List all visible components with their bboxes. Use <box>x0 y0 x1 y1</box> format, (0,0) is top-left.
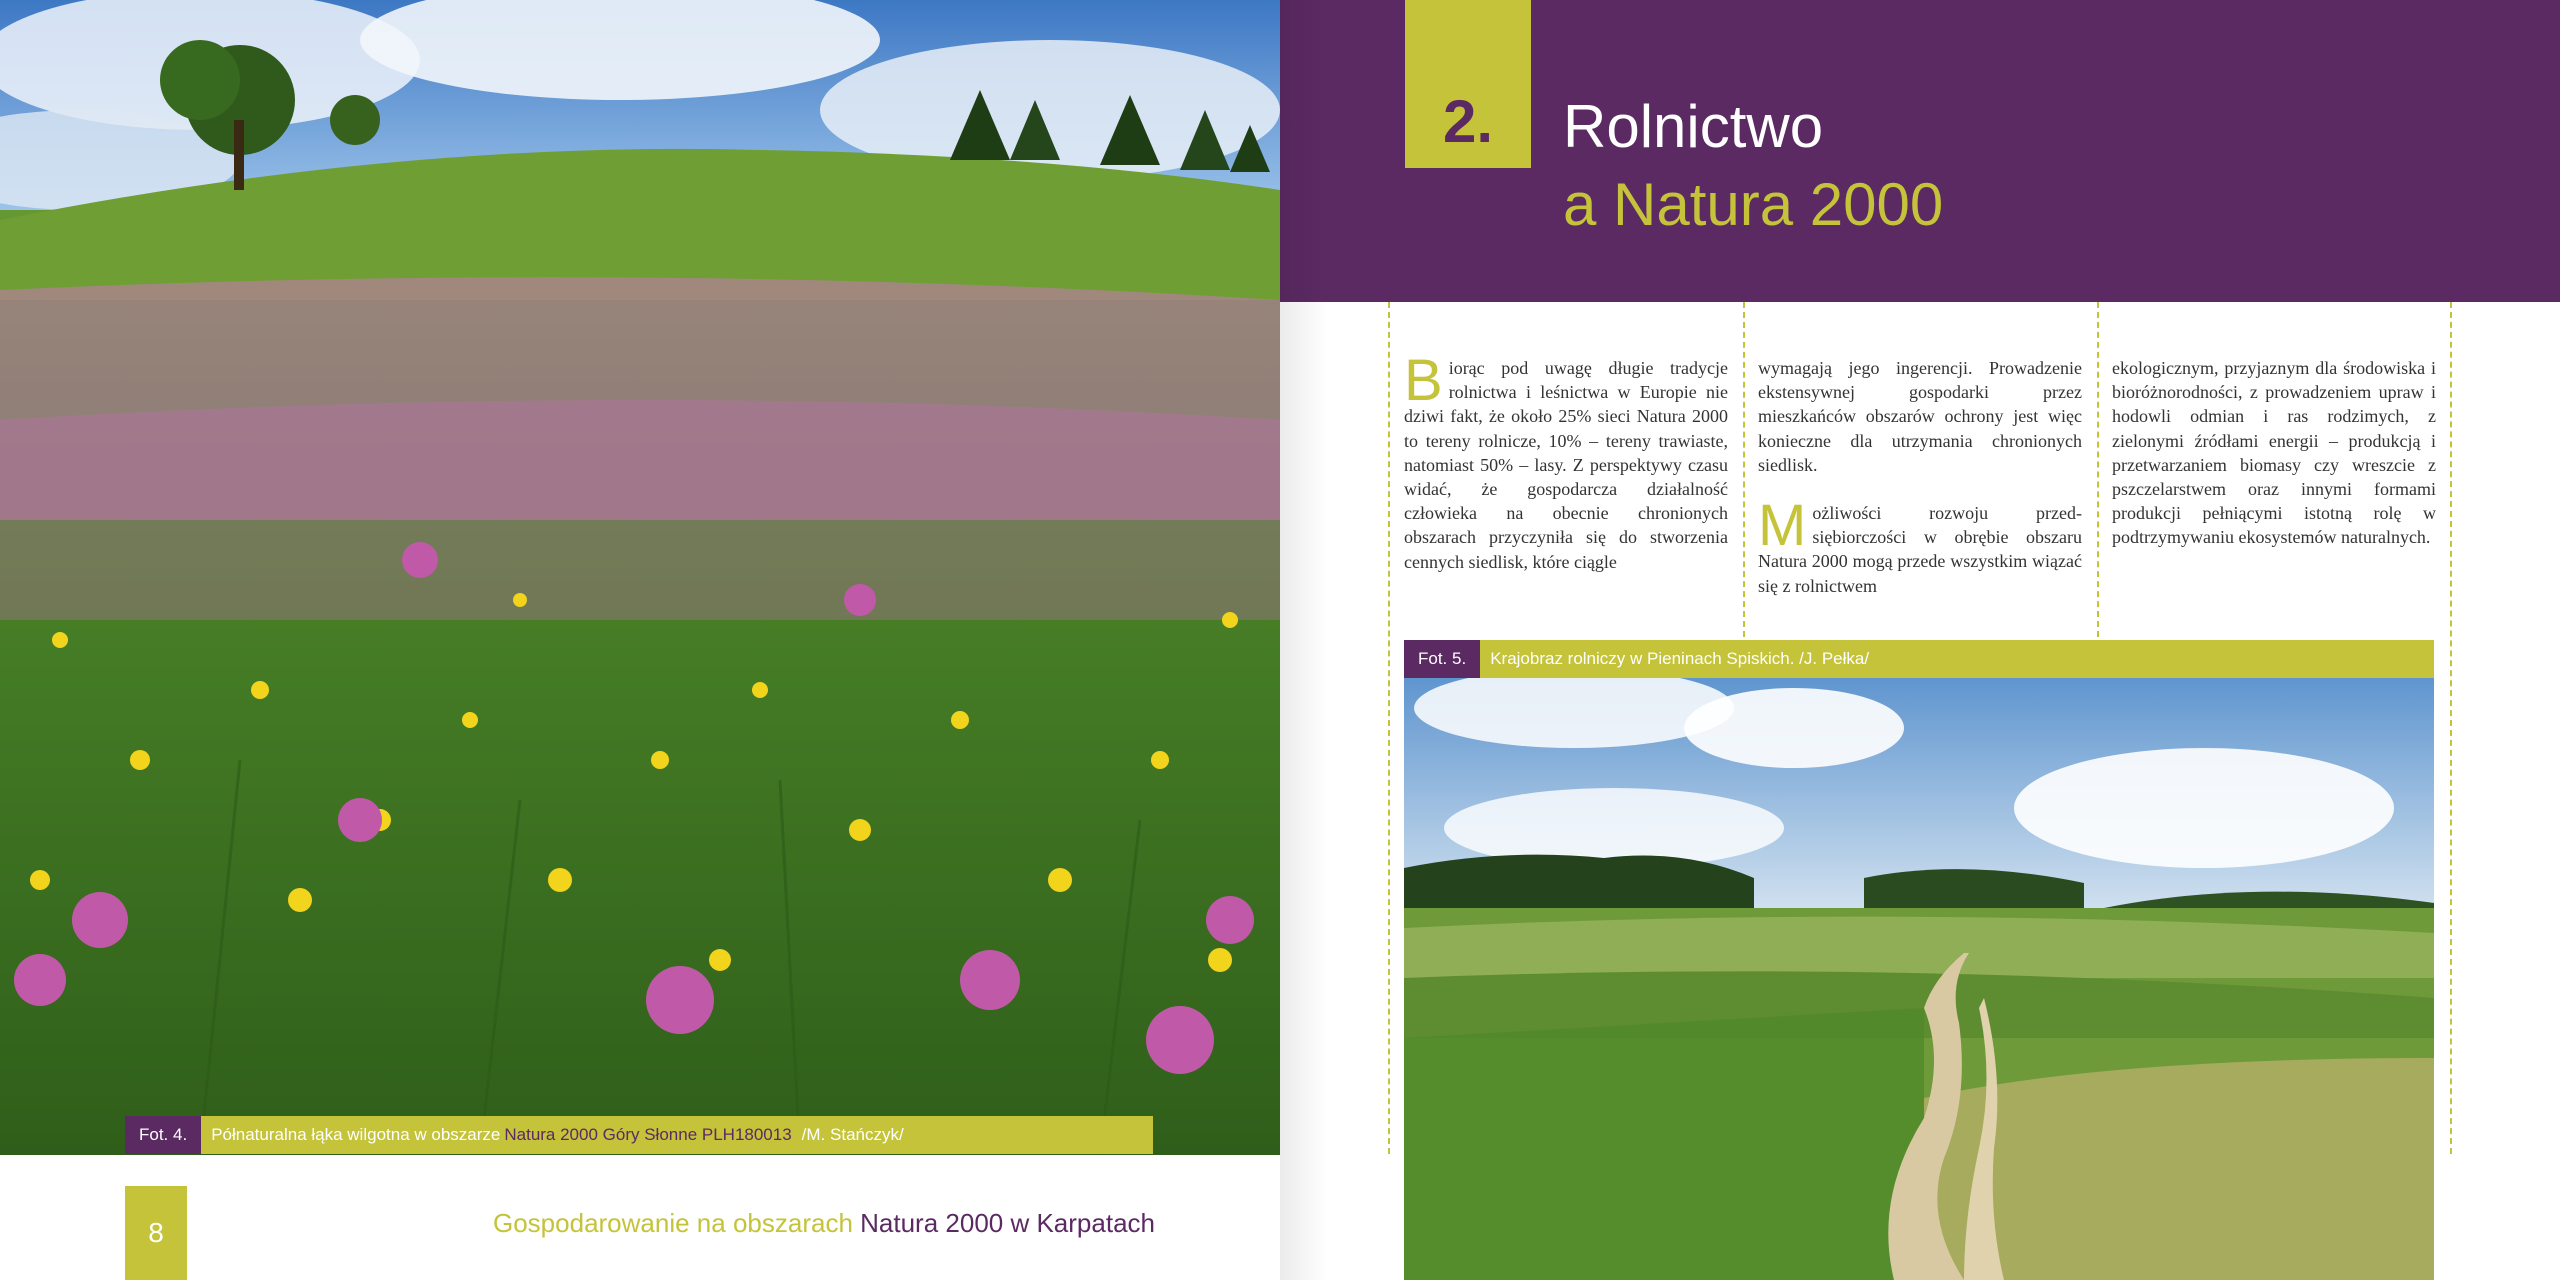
photo-caption-fot5 <box>1404 640 2434 678</box>
paragraph-1: Biorąc pod uwagę długie tradycje rolnictwa i leśnictwa w Europie nie dziwi fakt, że około 25% sieci Natura 2000 to tereny rolnicze, 10% – tereny trawiaste, natomiast 50% – lasy. Z perspektywy czasu widać, że gospodarcza działalność człowieka na obecnie chronionych obszarach przyczyniła się do stworzenia cennych siedlisk, które ciągle <box>1404 348 1728 572</box>
landscape-photo <box>1404 678 2434 1280</box>
caption-author: /M. Stańczyk/ <box>801 1125 904 1144</box>
caption-label: Fot. 5. <box>1404 640 1480 678</box>
footer-prefix: Gospodarowanie na obszarach <box>493 1208 853 1238</box>
caption-text-wrap <box>201 1116 1153 1154</box>
page-number: 8 <box>125 1186 187 1280</box>
text-column-2 <box>1758 356 2082 622</box>
text-column-3 <box>2112 356 2436 574</box>
chapter-title-line1: Rolnictwo <box>1563 93 1824 160</box>
chapter-title-line2: a Natura 2000 <box>1563 171 1944 238</box>
photo-caption-fot4 <box>125 1116 1153 1154</box>
right-page <box>1280 0 2560 1280</box>
drop-cap: M <box>1758 493 1807 559</box>
paragraph-2: Możliwości rozwoju przedsiębiorczości w obrębie obszaru Natura 2000 mogą przede wszystkim wiązać się z rolnictwem <box>1758 493 2082 596</box>
column-divider <box>2450 302 2452 1154</box>
paragraph-2-cont: ekologicznym, przyjaznym dla środowiska i bioróżnorodności, z prowadzeniem upraw i hodowli odmian i ras rodzimych, z zielonymi źródłami energii – produkcją i przetwarzaniem biomasy czy wreszcie z pszczelarstwem oraz innymi formami produkcji pełniącymi istotną rolę w podtrzymywaniu ekosystemów naturalnych. <box>2112 358 2436 548</box>
drop-cap: B <box>1404 348 1443 413</box>
chapter-number: 2. <box>1405 0 1531 168</box>
caption-label: Fot. 4. <box>125 1116 201 1154</box>
caption-highlight: Natura 2000 Góry Słonne PLH180013 <box>504 1125 792 1144</box>
text-column-1 <box>1404 348 1728 598</box>
paragraph-1-cont: wymagają jego ingerencji. Prowadzenie ekstensywnej gospodarki przez mieszkańców obszarów ochrony jest więc konieczne dla utrzymania chronionych siedlisk. <box>1758 358 2082 475</box>
meadow-photo <box>0 0 1280 1155</box>
footer-title <box>493 1208 1155 1239</box>
caption-text: Półnaturalna łąka wilgotna w obszarze <box>211 1125 501 1144</box>
column-divider <box>1388 302 1390 1154</box>
column-divider <box>1743 302 1745 637</box>
book-spine-shadow <box>1280 0 1328 1280</box>
caption-text: Krajobraz rolniczy w Pieninach Spiskich. /J. Pełka/ <box>1480 640 2434 678</box>
footer-accent: Natura 2000 w Karpatach <box>860 1208 1155 1238</box>
column-divider <box>2097 302 2099 637</box>
